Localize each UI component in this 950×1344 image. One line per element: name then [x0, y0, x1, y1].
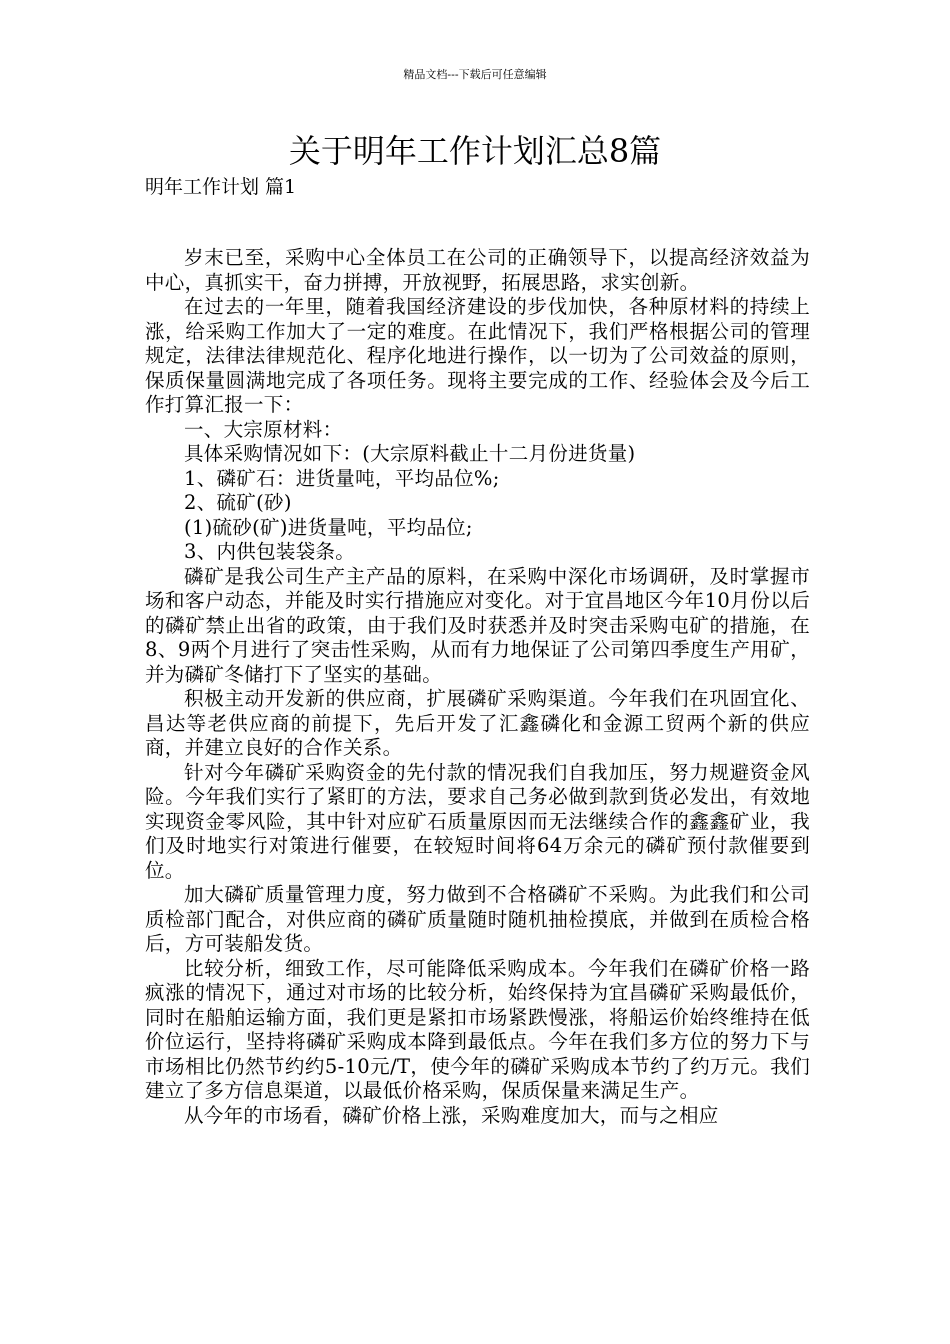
paragraph: (1)硫砂(矿)进货量吨，平均品位;: [184, 515, 473, 539]
document-body: [145, 246, 810, 1128]
paragraph: 针对今年磷矿采购资金的先付款的情况我们自我加压，努力规避资金风险。今年我们实行了紧盯的方法，要求自己务必做到款到货必发出，有效地实现资金零风险，其中针对应矿石质量原因而无法继续合作的鑫鑫矿业，我们及时地实行对策进行催要，在较短时间将64万余元的磷矿预付款催要到位。: [145, 760, 810, 882]
paragraph: 磷矿是我公司生产主产品的原料，在采购中深化市场调研，及时掌握市场和客户动态，并能及时实行措施应对变化。对于宜昌地区今年10月份以后的磷矿禁止出省的政策，由于我们及时获悉并及时突击采购屯矿的措施，在8、9两个月进行了突击性采购，从而有力地保证了公司第四季度生产用矿，并为磷矿冬储打下了坚实的基础。: [145, 564, 810, 686]
header-note: 精品文档---下载后可任意编辑: [403, 68, 547, 81]
paragraph: 比较分析，细致工作，尽可能降低采购成本。今年我们在磷矿价格一路疯涨的情况下，通过对市场的比较分析，始终保持为宜昌磷矿采购最低价，同时在船舶运输方面，我们更是紧扣市场紧跌慢涨，将船运价始终维持在低价位运行，坚持将磷矿采购成本降到最低点。今年在我们多方位的努力下与市场相比仍然节约约5-10元/T，使今年的磷矿采购成本节约了约万元。我们建立了多方信息渠道，以最低价格采购，保质保量来满足生产。: [145, 956, 810, 1102]
document-title: 关于明年工作计划汇总8篇: [288, 132, 662, 170]
paragraph: 一、大宗原材料：: [184, 417, 343, 441]
paragraph: 3、内供包装袋条。: [184, 540, 356, 563]
paragraph: 在过去的一年里，随着我国经济建设的步伐加快，各种原材料的持续上涨，给采购工作加大了一定的难度。在此情况下，我们严格根据公司的管理规定，法律法律规范化、程序化地进行操作，以一切为了公司效益的原则，保质保量圆满地完成了各项任务。现将主要完成的工作、经验体会及今后工作打算汇报一下：: [145, 295, 810, 416]
paragraph: 岁末已至，采购中心全体员工在公司的正确领导下，以提高经济效益为中心，真抓实干，奋力拼搏，开放视野，拓展思路，求实创新。: [145, 246, 810, 294]
section-heading: 明年工作计划 篇1: [145, 176, 297, 198]
paragraph: 具体采购情况如下：(大宗原料截止十二月份进货量): [184, 442, 636, 465]
paragraph: 2、硫矿(砂): [184, 491, 292, 514]
paragraph: 从今年的市场看，磷矿价格上涨，采购难度加大，而与之相应: [184, 1103, 719, 1127]
paragraph: 积极主动开发新的供应商，扩展磷矿采购渠道。今年我们在巩固宜化、昌达等老供应商的前提下，先后开发了汇鑫磷化和金源工贸两个新的供应商，并建立良好的合作关系。: [145, 687, 810, 759]
paragraph: 1、磷矿石：进货量吨，平均品位%;: [184, 466, 500, 490]
paragraph: 加大磷矿质量管理力度，努力做到不合格磷矿不采购。为此我们和公司质检部门配合，对供应商的磷矿质量随时随机抽检摸底，并做到在质检合格后，方可装船发货。: [145, 883, 810, 955]
